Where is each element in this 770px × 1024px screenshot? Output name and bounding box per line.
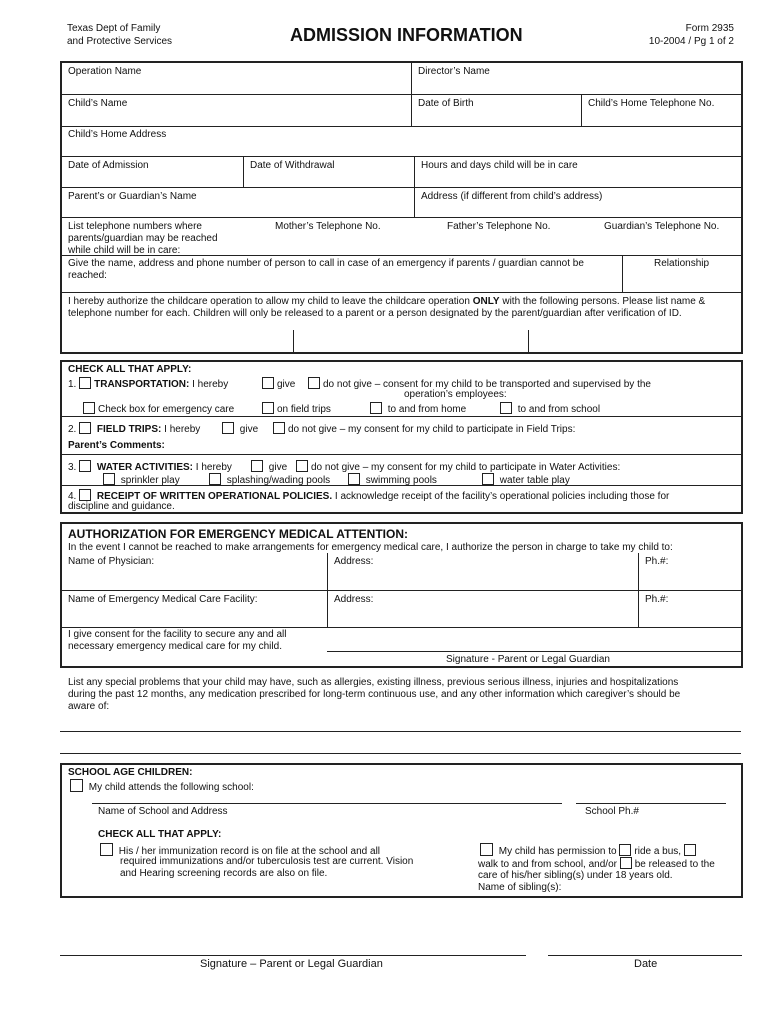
field-trips-give-option: give: [222, 422, 258, 436]
transportation-row: 1. TRANSPORTATION: I hereby: [68, 379, 229, 390]
permission-row-2: walk to and from school, and/or be released to the: [478, 859, 715, 870]
water-activities-row: 3. WATER ACTIVITIES: I hereby: [68, 462, 232, 473]
operations-employees-label: operation’s employees:: [404, 389, 507, 400]
immunization-text-3: and Hearing screening records are also on file.: [120, 868, 328, 879]
date-of-admission-field[interactable]: Date of Admission: [68, 160, 149, 171]
ride-bus-checkbox[interactable]: [619, 844, 631, 856]
guardians-phone-field[interactable]: Guardian’s Telephone No.: [604, 221, 720, 232]
field-trips-row: 2. FIELD TRIPS: I hereby: [68, 424, 201, 435]
medical-consent-text-2: necessary emergency medical care for my child.: [68, 641, 282, 652]
parents-comments-field[interactable]: Parent’s Comments:: [68, 440, 165, 451]
special-problems-line-2[interactable]: [60, 753, 741, 754]
school-phone-field[interactable]: School Ph.#: [585, 806, 639, 817]
emergency-care-option: Check box for emergency care: [83, 402, 234, 416]
water-do-not-give-checkbox[interactable]: [296, 460, 308, 472]
check-all-heading: CHECK ALL THAT APPLY:: [68, 364, 192, 375]
swimming-checkbox[interactable]: [348, 473, 360, 485]
authorize-release-text-1: I hereby authorize the childcare operation to allow my child to leave the childcare operation ONLY with the following persons. Please list name &: [68, 296, 706, 307]
to-from-home-option: to and from home: [370, 402, 466, 416]
emergency-contact-label-2[interactable]: reached:: [68, 270, 107, 281]
policies-row: 4. RECEIPT OF WRITTEN OPERATIONAL POLICIES. I acknowledge receipt of the facility’s operational policies including those for: [68, 491, 670, 502]
relationship-field[interactable]: Relationship: [654, 258, 710, 269]
fathers-phone-field[interactable]: Father’s Telephone No.: [447, 221, 551, 232]
childs-home-phone-field[interactable]: Child’s Home Telephone No.: [588, 98, 715, 109]
sprinkler-option: sprinkler play: [103, 473, 180, 487]
water-give-option: give: [251, 460, 287, 474]
immunization-option: His / her immunization record is on file at the school and all: [100, 843, 380, 858]
medical-signature-field[interactable]: Signature - Parent or Legal Guardian: [446, 654, 610, 665]
transportation-checkbox[interactable]: [79, 377, 91, 389]
immunization-checkbox[interactable]: [100, 843, 113, 856]
permission-text-3: care of his/her sibling(s) under 18 years old.: [478, 870, 673, 881]
sprinkler-checkbox[interactable]: [103, 473, 115, 485]
authorize-release-text-2: telephone number for each. Children will only be released to a parent or a person designated by the parent/guardian after verification of ID.: [68, 308, 682, 319]
on-field-trips-checkbox[interactable]: [262, 402, 274, 414]
field-trips-do-not-give-checkbox[interactable]: [273, 422, 285, 434]
transport-give-checkbox[interactable]: [262, 377, 274, 389]
to-from-school-checkbox[interactable]: [500, 402, 512, 414]
hours-days-field[interactable]: Hours and days child will be in care: [421, 160, 578, 171]
agency-name-line1: Texas Dept of Family: [67, 23, 161, 34]
childs-name-field[interactable]: Child’s Name: [68, 98, 128, 109]
physician-address-field[interactable]: Address:: [334, 556, 374, 567]
to-from-school-option: to and from school: [500, 402, 600, 416]
splashing-checkbox[interactable]: [209, 473, 221, 485]
physician-name-field[interactable]: Name of Physician:: [68, 556, 155, 567]
transport-give-option: give: [262, 377, 295, 391]
facility-address-field[interactable]: Address:: [334, 594, 374, 605]
policies-checkbox[interactable]: [79, 489, 91, 501]
phone-list-label-1: List telephone numbers where: [68, 221, 202, 232]
phone-list-label-3: while child will be in care:: [68, 245, 181, 256]
permission-row: My child has permission to ride a bus,: [480, 843, 699, 858]
date-of-withdrawal-field[interactable]: Date of Withdrawal: [250, 160, 335, 171]
to-from-home-checkbox[interactable]: [370, 402, 382, 414]
water-give-checkbox[interactable]: [251, 460, 263, 472]
mothers-phone-field[interactable]: Mother’s Telephone No.: [275, 221, 381, 232]
school-name-address-field[interactable]: Name of School and Address: [98, 806, 228, 817]
operation-name-field[interactable]: Operation Name: [68, 66, 142, 77]
water-activities-checkbox[interactable]: [79, 460, 91, 472]
water-table-checkbox[interactable]: [482, 473, 494, 485]
school-check-all-heading: CHECK ALL THAT APPLY:: [98, 829, 222, 840]
emergency-contact-label-1: Give the name, address and phone number of person to call in case of an emergency if parents / guardian cannot be: [68, 258, 584, 269]
special-problems-text-3: aware of:: [68, 701, 110, 712]
footer-date-field[interactable]: Date: [634, 958, 658, 970]
water-table-option: water table play: [482, 473, 570, 487]
childs-home-address-field[interactable]: Child’s Home Address: [68, 129, 167, 140]
attends-school-option: My child attends the following school:: [70, 779, 254, 794]
swimming-option: swimming pools: [348, 473, 437, 487]
attends-school-checkbox[interactable]: [70, 779, 83, 792]
sibling-name-field[interactable]: Name of sibling(s):: [478, 882, 562, 893]
policies-text-2: discipline and guidance.: [68, 501, 175, 512]
field-trips-do-not-give-option: do not give – my consent for my child to participate in Field Trips:: [273, 422, 575, 436]
phone-list-label-2: parents/guardian may be reached: [68, 233, 218, 244]
walk-checkbox[interactable]: [684, 844, 696, 856]
splashing-option: splashing/wading pools: [209, 473, 330, 487]
transport-do-not-give-option: do not give – consent for my child to be transported and supervised by the: [308, 377, 651, 391]
alternate-address-field[interactable]: Address (if different from child’s address): [421, 191, 603, 202]
footer-signature-field[interactable]: Signature – Parent or Legal Guardian: [200, 958, 383, 970]
form-date: 10-2004 / Pg 1 of 2: [648, 36, 734, 47]
special-problems-line-1[interactable]: [60, 731, 741, 732]
parent-guardian-name-field[interactable]: Parent’s or Guardian’s Name: [68, 191, 197, 202]
school-age-title: SCHOOL AGE CHILDREN:: [68, 767, 193, 778]
physician-phone-field[interactable]: Ph.#:: [645, 556, 669, 567]
directors-name-field[interactable]: Director’s Name: [418, 66, 490, 77]
special-problems-text-1: List any special problems that your child may have, such as allergies, existing illness, previous serious illness, injuries and hospitalizations: [68, 677, 679, 688]
page-title: ADMISSION INFORMATION: [290, 25, 523, 45]
on-field-trips-option: on field trips: [262, 402, 331, 416]
medical-section-title: AUTHORIZATION FOR EMERGENCY MEDICAL ATTENTION:: [68, 527, 408, 541]
form-number: Form 2935: [685, 23, 734, 34]
date-of-birth-field[interactable]: Date of Birth: [418, 98, 474, 109]
medical-intro: In the event I cannot be reached to make arrangements for emergency medical care, I authorize the person in charge to take my child to:: [68, 542, 673, 553]
medical-facility-field[interactable]: Name of Emergency Medical Care Facility:: [68, 594, 258, 605]
water-do-not-give-option: do not give – my consent for my child to participate in Water Activities:: [296, 460, 620, 474]
emergency-care-checkbox[interactable]: [83, 402, 95, 414]
permission-checkbox[interactable]: [480, 843, 493, 856]
immunization-text-2: required immunizations and/or tuberculosis test are current. Vision: [120, 856, 414, 867]
field-trips-give-checkbox[interactable]: [222, 422, 234, 434]
sibling-release-checkbox[interactable]: [620, 857, 632, 869]
medical-consent-text-1: I give consent for the facility to secure any and all: [68, 629, 287, 640]
field-trips-checkbox[interactable]: [79, 422, 91, 434]
special-problems-text-2: during the past 12 months, any medication prescribed for long-term continuous use, and any other information which caregiver’s should be: [68, 689, 681, 700]
transport-do-not-give-checkbox[interactable]: [308, 377, 320, 389]
facility-phone-field[interactable]: Ph.#:: [645, 594, 669, 605]
agency-name-line2: and Protective Services: [67, 36, 173, 47]
